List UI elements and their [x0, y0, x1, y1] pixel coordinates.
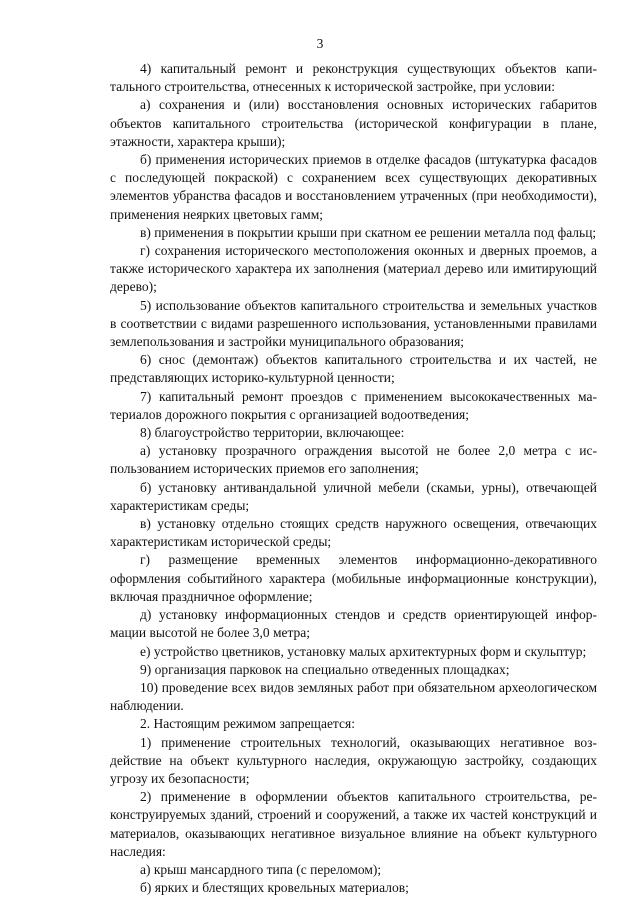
paragraph: 10) проведение всех видов земляных работ при обязательном археологическом наблюдении. [110, 679, 597, 714]
paragraph: а) крыш мансардного типа (с переломом); [140, 861, 382, 877]
paragraph: б) установку антивандальной уличной мебели (скамьи, урны), отвечающей характеристикам среды; [110, 479, 597, 513]
paragraph: а) сохранения и (или) восстановления основных исторических габаритов объектов капитального строительства (исторической конфигурации в плане, этажности, характера крыши); [110, 97, 597, 149]
paragraph: б) применения исторических приемов в отделке фасадов (штукатурка фасадов с последующей покраской) с сохранением всех существующих декоративных элементов убранства фасадов и восстановлением утраченных (при необходимости), применения неярких цветовых гамм; [110, 152, 597, 222]
paragraph: 1) применение строительных технологий, оказывающих негативное воздействие на объект культурного наследия, окружающую застройку, создающих угрозу их безопасности; [110, 734, 597, 786]
paragraph: в) применения в покрытии крыши при скатном ее решении металла под фальц; [140, 224, 597, 240]
paragraph: а) установку прозрачного ограждения высотой не более 2,0 метра с использованием исторических приемов его заполнения; [110, 443, 597, 477]
paragraph: 5) использование объектов капитального строительства и земельных участков в соответствии с видами разрешенного использования, установленными правилами землепользования и застройки муниципального образования; [110, 297, 597, 350]
paragraph: 2. Настоящим режимом запрещается: [140, 716, 355, 732]
paragraph: д) установку информационных стендов и средств ориентирующей информации высотой не более 3,0 метра; [110, 607, 597, 641]
paragraph: е) устройство цветников, установку малых архитектурных форм и скульптур; [140, 643, 587, 659]
document-body [110, 60, 597, 897]
paragraph: г) размещение временных элементов информационно-декоративного оформления событийного характера (мобильные информационные конструкции), включая праздничное оформление; [110, 552, 597, 604]
paragraph: г) сохранения исторического местоположения оконных и дверных проемов, а также исторического характера их заполнения (материал дерево или имитирующий дерево); [110, 243, 597, 295]
paragraph: б) ярких и блестящих кровельных материалов; [140, 880, 409, 896]
page-number: 3 [316, 36, 324, 51]
paragraph: 6) снос (демонтаж) объектов капитального строительства и их частей, не представляющих историко-культурной ценности; [110, 352, 597, 386]
paragraph: 2) применение в оформлении объектов капитального строительства, реконструируемых зданий, строений и сооружений, а также их частей конструкций и материалов, оказывающих негативное визуальное влияние на объект культурного наследия: [110, 789, 597, 859]
paragraph: 8) благоустройство территории, включающее: [140, 425, 405, 441]
paragraph: в) установку отдельно стоящих средств наружного освещения, отвечающих характеристикам исторической среды; [110, 516, 597, 550]
paragraph: 9) организация парковок на специально отведенных площадках; [140, 661, 510, 677]
paragraph: 7) капитальный ремонт проездов с применением высококачественных материалов дорожного покрытия с организацией водоотведения; [110, 388, 597, 422]
paragraph: 4) капитальный ремонт и реконструкция существующих объектов капитального строительства, отнесенных к исторической застройке, при условии: [110, 61, 597, 95]
